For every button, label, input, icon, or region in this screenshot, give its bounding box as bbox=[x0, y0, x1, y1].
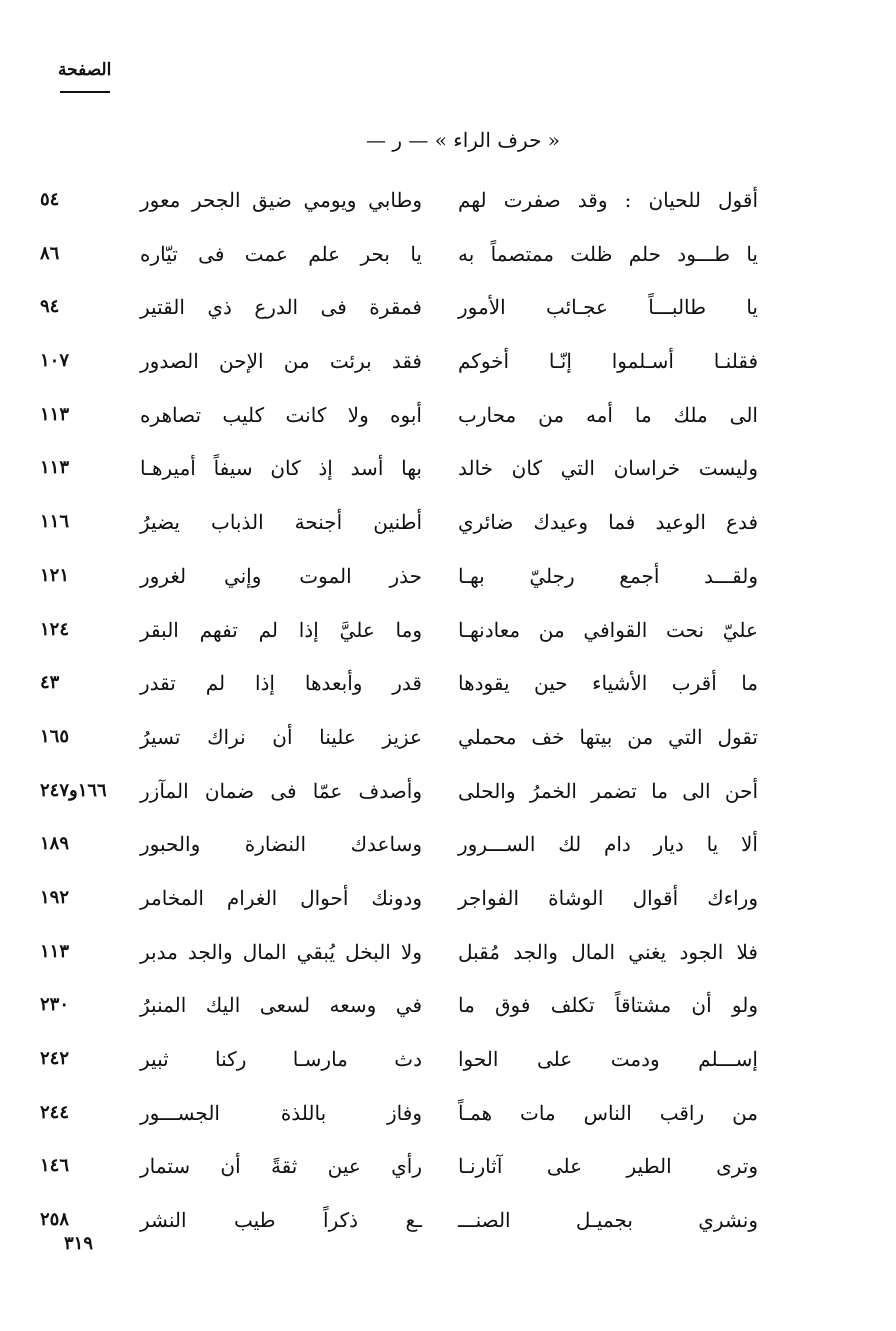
second-hemistich: ودونك أحوال الغرام المخامر bbox=[140, 885, 422, 910]
section-heading: « حرف الراء » — ر — bbox=[365, 128, 561, 152]
list-item bbox=[0, 393, 896, 447]
page-number: ٤٣ bbox=[40, 672, 60, 694]
first-hemistich: وترى الطير على آثارنـا bbox=[458, 1154, 758, 1179]
page-number: ٥٤ bbox=[40, 189, 60, 210]
page-number: ١٦٥ bbox=[40, 725, 70, 747]
list-item bbox=[0, 500, 896, 554]
page-number: ١٦٦و٢٤٧ bbox=[40, 779, 107, 801]
second-hemistich: حذر الموت وإني لغرور bbox=[140, 563, 422, 588]
second-hemistich: قدر وأبعدها إذا لم تقدر bbox=[140, 671, 422, 696]
first-hemistich: تقول التي من بيتها خف محملي bbox=[458, 724, 758, 749]
page-number: ١١٦ bbox=[40, 511, 70, 533]
list-item bbox=[0, 930, 896, 984]
page-number: ١٤٦ bbox=[40, 1155, 70, 1177]
verse-index-list bbox=[0, 178, 896, 1252]
page-number: ٢٣٠ bbox=[40, 994, 70, 1016]
list-item bbox=[0, 661, 896, 715]
second-hemistich: أطنين أجنحة الذباب يضيرُ bbox=[140, 510, 422, 535]
first-hemistich: ما أقرب الأشياء حين يقودها bbox=[458, 671, 758, 696]
list-item bbox=[0, 339, 896, 393]
list-item bbox=[0, 285, 896, 339]
page-number: ١٨٩ bbox=[40, 833, 70, 855]
list-item bbox=[0, 715, 896, 769]
second-hemistich: أبوه ولا كانت كليب تصاهره bbox=[140, 402, 422, 427]
page-number: ٨٦ bbox=[40, 242, 60, 264]
first-hemistich: أقول للحيان : وقد صفرت لهم bbox=[458, 188, 758, 212]
first-hemistich: يا طـــود حلم ظلت ممتصماً به bbox=[458, 241, 758, 266]
list-item bbox=[0, 822, 896, 876]
page-number: ١٢١ bbox=[40, 564, 70, 586]
first-hemistich: الى ملك ما أمه من محارب bbox=[458, 402, 758, 427]
list-item bbox=[0, 1037, 896, 1091]
second-hemistich: وفاز باللذة الجســـور bbox=[140, 1100, 422, 1125]
second-hemistich: ولا البخل يُبقي المال والجد مدبر bbox=[140, 939, 422, 964]
trailing-page-number: ٣١٩ bbox=[64, 1233, 94, 1254]
list-item bbox=[0, 769, 896, 823]
second-hemistich: وما عليَّ إذا لم تفهم البقر bbox=[140, 617, 422, 642]
list-item bbox=[0, 232, 896, 286]
first-hemistich: وراءك أقوال الوشاة الفواجر bbox=[458, 885, 758, 910]
list-item bbox=[0, 1198, 896, 1252]
page-number: ١١٣ bbox=[40, 457, 70, 479]
first-hemistich: وليست خراسان التي كان خالد bbox=[458, 456, 758, 481]
page-number: ١٠٧ bbox=[40, 350, 70, 372]
first-hemistich: فلا الجود يغني المال والجد مُقبل bbox=[458, 939, 758, 964]
list-item bbox=[0, 446, 896, 500]
second-hemistich: فمقرة فى الدرع ذي القتير bbox=[140, 295, 422, 320]
list-item bbox=[0, 608, 896, 662]
second-hemistich: ـع ذكراً طيب النشر bbox=[140, 1208, 422, 1233]
page-column-label: الصفحة bbox=[58, 60, 112, 80]
list-item bbox=[0, 1091, 896, 1145]
second-hemistich: وأصدف عمّا فى ضمان المآزر bbox=[140, 778, 422, 803]
first-hemistich: إســـلم ودمت على الحوا bbox=[458, 1047, 758, 1071]
first-hemistich: فدع الوعيد فما وعيدك ضائري bbox=[458, 510, 758, 535]
page-number: ٢٤٤ bbox=[40, 1101, 70, 1123]
second-hemistich: رأي عين ثقةً أن ستمار bbox=[140, 1154, 422, 1179]
list-item bbox=[0, 1144, 896, 1198]
page-number: ٩٤ bbox=[40, 296, 60, 318]
second-hemistich: يا بحر علم عمت فى تيّاره bbox=[140, 241, 422, 266]
first-hemistich: يا طالبـــاً عجـائب الأمور bbox=[458, 295, 758, 320]
page-label-underline bbox=[60, 91, 110, 93]
page-number: ١٩٢ bbox=[40, 886, 70, 908]
page-number: ١١٣ bbox=[40, 940, 70, 962]
first-hemistich: من راقب الناس مات همـاً bbox=[458, 1100, 758, 1125]
second-hemistich: وساعدك النضارة والحبور bbox=[140, 832, 422, 857]
list-item bbox=[0, 178, 896, 232]
second-hemistich: وطابي ويومي ضيق الجحر معور bbox=[140, 188, 422, 212]
first-hemistich: ولقـــد أجمع رجليّ بهـا bbox=[458, 563, 758, 588]
first-hemistich: فقلنـا أسـلموا إنّـا أخوكم bbox=[458, 349, 758, 374]
page-number: ٢٥٨ bbox=[40, 1209, 70, 1231]
first-hemistich: عليّ نحت القوافي من معادنهـا bbox=[458, 617, 758, 642]
list-item bbox=[0, 554, 896, 608]
list-item bbox=[0, 876, 896, 930]
first-hemistich: ألا يا ديار دام لك الســـرور bbox=[458, 832, 758, 857]
page-number: ٢٤٢ bbox=[40, 1048, 70, 1069]
page-number: ١٢٤ bbox=[40, 618, 70, 640]
second-hemistich: في وسعه لسعى اليك المنبرُ bbox=[140, 993, 422, 1018]
first-hemistich: ولو أن مشتاقاً تكلف فوق ما bbox=[458, 993, 758, 1018]
list-item bbox=[0, 983, 896, 1037]
page-number: ١١٣ bbox=[40, 403, 70, 425]
second-hemistich: فقد برئت من الإحن الصدور bbox=[140, 349, 422, 374]
second-hemistich: عزيز علينا أن نراك تسيرُ bbox=[140, 724, 422, 749]
second-hemistich: دث مارسـا ركنا ثبير bbox=[140, 1047, 422, 1071]
first-hemistich: ونشري بجميـل الصنـــ bbox=[458, 1208, 758, 1233]
first-hemistich: أحن الى ما تضمر الخمرُ والحلى bbox=[458, 778, 758, 803]
second-hemistich: بها أسد إذ كان سيفاً أميرهـا bbox=[140, 456, 422, 481]
